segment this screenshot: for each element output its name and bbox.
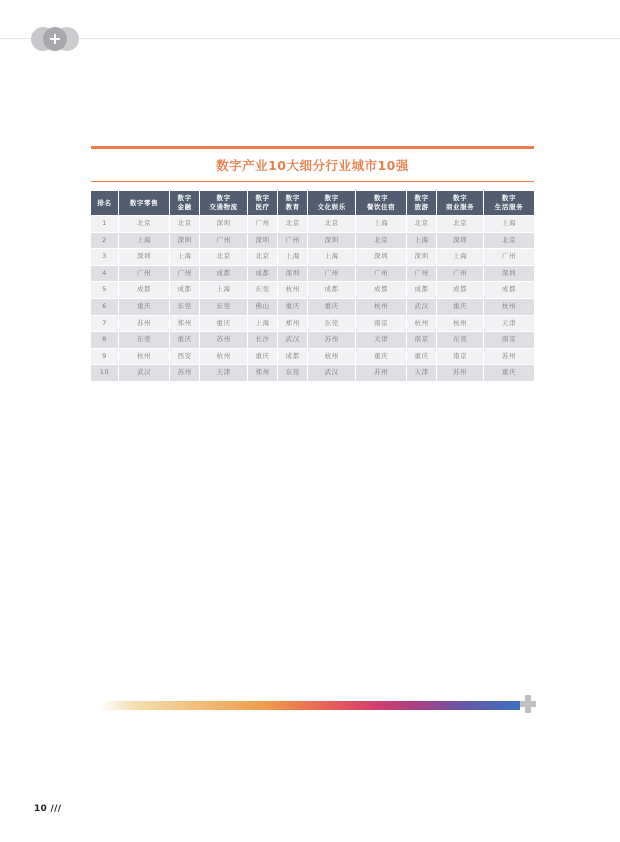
- rank-cell: 3: [91, 249, 118, 265]
- rank-cell: 8: [91, 332, 118, 348]
- city-cell: 佛山: [248, 299, 277, 315]
- city-cell: 深圳: [484, 266, 534, 282]
- decorative-gradient-bar: [100, 701, 520, 710]
- city-cell: 成都: [278, 349, 307, 365]
- column-header-text: 数字: [216, 194, 231, 202]
- city-cell: 重庆: [356, 349, 406, 365]
- city-cell: 广州: [119, 266, 169, 282]
- column-header-text: 交通物流: [209, 203, 238, 211]
- city-cell: 北京: [484, 233, 534, 249]
- city-cell: 东莞: [248, 282, 277, 298]
- city-cell: 广州: [200, 233, 247, 249]
- city-cell: 苏州: [170, 365, 199, 381]
- city-cell: 苏州: [200, 332, 247, 348]
- column-header: [170, 191, 199, 215]
- column-header: [437, 191, 483, 215]
- city-cell: 天津: [356, 332, 406, 348]
- city-cell: 武汉: [278, 332, 307, 348]
- city-cell: 杭州: [407, 316, 436, 332]
- column-header-text: 文化娱乐: [317, 203, 346, 211]
- city-cell: 天津: [200, 365, 247, 381]
- city-cell: 成都: [356, 282, 406, 298]
- city-cell: 北京: [278, 216, 307, 232]
- city-cell: 武汉: [407, 299, 436, 315]
- rank-cell: 2: [91, 233, 118, 249]
- city-cell: 武汉: [308, 365, 355, 381]
- rank-cell: 9: [91, 349, 118, 365]
- city-cell: 深圳: [200, 216, 247, 232]
- title-rule-bottom: [91, 181, 534, 182]
- city-cell: 深圳: [356, 249, 406, 265]
- city-cell: 上海: [407, 233, 436, 249]
- city-cell: 北京: [308, 216, 355, 232]
- column-header-text: 医疗: [255, 203, 270, 211]
- city-cell: 东莞: [170, 299, 199, 315]
- column-header-text: 排名: [97, 198, 112, 207]
- column-header: [278, 191, 307, 215]
- city-cell: 苏州: [308, 332, 355, 348]
- rank-cell: 5: [91, 282, 118, 298]
- city-cell: 苏州: [119, 316, 169, 332]
- city-cell: 成都: [170, 282, 199, 298]
- column-header: [200, 191, 247, 215]
- column-header: [356, 191, 406, 215]
- column-header-text: 数字: [324, 194, 339, 202]
- city-cell: 成都: [200, 266, 247, 282]
- rank-cell: 10: [91, 365, 118, 381]
- table-row: [91, 216, 534, 232]
- city-cell: 苏州: [356, 365, 406, 381]
- column-header-text: 餐饮住宿: [366, 203, 396, 211]
- city-cell: 广州: [170, 266, 199, 282]
- column-header-text: 数字: [255, 194, 270, 202]
- city-cell: 郑州: [278, 316, 307, 332]
- column-header-text: 金融: [177, 203, 192, 211]
- city-cell: 东莞: [119, 332, 169, 348]
- city-cell: 重庆: [437, 299, 483, 315]
- plus-icon: [517, 693, 539, 715]
- city-cell: 东莞: [278, 365, 307, 381]
- city-cell: 重庆: [200, 316, 247, 332]
- city-cell: 广州: [407, 266, 436, 282]
- ranking-table: [90, 190, 535, 382]
- city-cell: 北京: [248, 249, 277, 265]
- city-cell: 深圳: [119, 249, 169, 265]
- table-row: [91, 349, 534, 365]
- table-row: [91, 332, 534, 348]
- table-row: [91, 266, 534, 282]
- city-cell: 成都: [407, 282, 436, 298]
- rank-cell: 6: [91, 299, 118, 315]
- city-cell: 北京: [119, 216, 169, 232]
- column-header-text: 数字: [373, 194, 389, 202]
- city-cell: 苏州: [484, 349, 534, 365]
- city-cell: 武汉: [119, 365, 169, 381]
- city-cell: 杭州: [356, 299, 406, 315]
- city-cell: 成都: [437, 282, 483, 298]
- city-cell: 上海: [248, 316, 277, 332]
- table-row: [91, 316, 534, 332]
- city-cell: 北京: [200, 249, 247, 265]
- city-cell: 重庆: [308, 299, 355, 315]
- brand-logo: [31, 27, 79, 51]
- city-cell: 广州: [278, 233, 307, 249]
- city-cell: 杭州: [119, 349, 169, 365]
- city-cell: 上海: [119, 233, 169, 249]
- city-cell: 东莞: [308, 316, 355, 332]
- city-cell: 杭州: [200, 349, 247, 365]
- city-cell: 东莞: [437, 332, 483, 348]
- column-header-text: 数字: [414, 194, 429, 202]
- city-cell: 上海: [170, 249, 199, 265]
- column-header: [248, 191, 277, 215]
- column-header-text: 生活服务: [494, 203, 524, 211]
- city-cell: 西安: [170, 349, 199, 365]
- column-header-text: 教育: [285, 203, 300, 211]
- city-cell: 长沙: [248, 332, 277, 348]
- city-cell: 深圳: [407, 249, 436, 265]
- city-cell: 深圳: [278, 266, 307, 282]
- city-cell: 郑州: [248, 365, 277, 381]
- city-cell: 杭州: [484, 299, 534, 315]
- city-cell: 上海: [200, 282, 247, 298]
- table-row: [91, 299, 534, 315]
- column-header-text: 数字: [501, 194, 517, 202]
- column-header: [484, 191, 534, 215]
- table-header-row: [91, 191, 534, 215]
- plus-icon: +: [48, 29, 62, 48]
- city-cell: 重庆: [248, 349, 277, 365]
- city-cell: 南京: [407, 332, 436, 348]
- rank-cell: 7: [91, 316, 118, 332]
- city-cell: 广州: [356, 266, 406, 282]
- column-header-text: 旅游: [414, 203, 429, 211]
- city-cell: 深圳: [308, 233, 355, 249]
- city-cell: 上海: [484, 216, 534, 232]
- header-rule: [0, 38, 620, 39]
- city-cell: 北京: [407, 216, 436, 232]
- column-header-text: 数字: [285, 194, 300, 202]
- column-header: [407, 191, 436, 215]
- city-cell: 南京: [437, 349, 483, 365]
- city-cell: 苏州: [437, 365, 483, 381]
- column-header-text: 商业服务: [445, 203, 475, 211]
- column-header: [308, 191, 355, 215]
- city-cell: 杭州: [308, 349, 355, 365]
- ranking-table-block: [91, 146, 534, 382]
- city-cell: 深圳: [170, 233, 199, 249]
- city-cell: 天津: [484, 316, 534, 332]
- rank-cell: 1: [91, 216, 118, 232]
- city-cell: 深圳: [248, 233, 277, 249]
- table-body: [91, 216, 534, 381]
- city-cell: 成都: [248, 266, 277, 282]
- column-header-text: 数字零售: [129, 198, 159, 207]
- city-cell: 北京: [437, 216, 483, 232]
- city-cell: 广州: [308, 266, 355, 282]
- city-cell: 北京: [356, 233, 406, 249]
- city-cell: 成都: [484, 282, 534, 298]
- page-number: 10 ///: [34, 804, 62, 814]
- column-header: [91, 191, 118, 215]
- city-cell: 郑州: [170, 316, 199, 332]
- table-row: [91, 249, 534, 265]
- city-cell: 广州: [437, 266, 483, 282]
- city-cell: 广州: [484, 249, 534, 265]
- city-cell: 上海: [278, 249, 307, 265]
- city-cell: 成都: [119, 282, 169, 298]
- city-cell: 上海: [356, 216, 406, 232]
- table-row: [91, 282, 534, 298]
- city-cell: 杭州: [278, 282, 307, 298]
- city-cell: 南京: [356, 316, 406, 332]
- column-header: [119, 191, 169, 215]
- city-cell: 重庆: [119, 299, 169, 315]
- city-cell: 重庆: [170, 332, 199, 348]
- city-cell: 重庆: [484, 365, 534, 381]
- city-cell: 深圳: [437, 233, 483, 249]
- city-cell: 广州: [248, 216, 277, 232]
- city-cell: 南京: [484, 332, 534, 348]
- city-cell: 成都: [308, 282, 355, 298]
- table-title: 数字产业10大细分行业城市10强: [216, 158, 409, 173]
- city-cell: 东莞: [200, 299, 247, 315]
- city-cell: 北京: [170, 216, 199, 232]
- city-cell: 重庆: [407, 349, 436, 365]
- city-cell: 杭州: [437, 316, 483, 332]
- column-header-text: 数字: [452, 194, 468, 202]
- column-header-text: 数字: [177, 194, 192, 202]
- city-cell: 重庆: [278, 299, 307, 315]
- table-row: [91, 233, 534, 249]
- city-cell: 上海: [308, 249, 355, 265]
- table-row: [91, 365, 534, 381]
- city-cell: 天津: [407, 365, 436, 381]
- city-cell: 上海: [437, 249, 483, 265]
- rank-cell: 4: [91, 266, 118, 282]
